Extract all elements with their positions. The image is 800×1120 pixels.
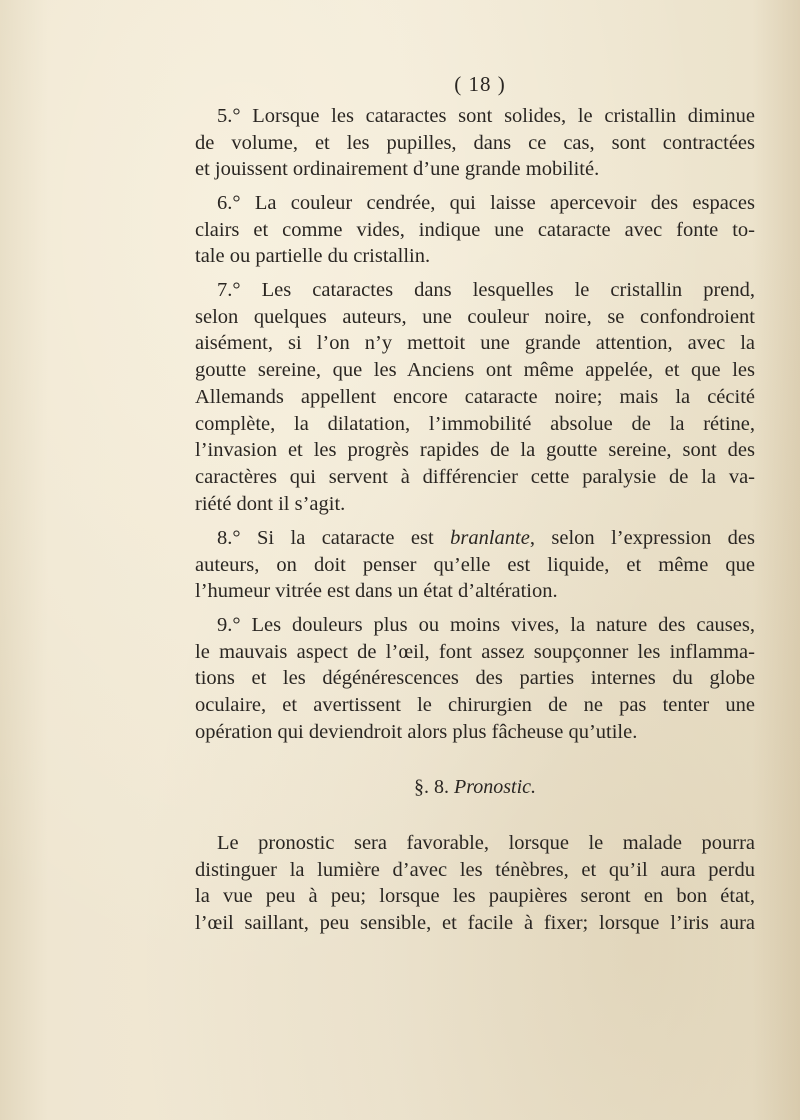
paragraph-pronostic	[195, 830, 755, 937]
text-line: l’humeur vitrée est dans un état d’altération.	[195, 580, 558, 603]
text-line: tale ou partielle du cristallin.	[195, 245, 431, 268]
text-line: Allemands appellent encore cataracte noire; mais la cécité	[195, 385, 755, 408]
text-line: riété dont il s’agit.	[195, 492, 346, 515]
paragraph-7	[195, 277, 755, 517]
paragraph-9	[195, 612, 755, 746]
section-number: §. 8.	[413, 776, 449, 798]
text-fragment: 8.° Si la cataracte est	[217, 527, 434, 549]
text-line: selon quelques auteurs, une couleur noire, se confondroient	[195, 305, 755, 328]
text-line: auteurs, on doit penser qu’elle est liquide, et même que	[195, 553, 755, 576]
text-line: distinguer la lumière d’avec les ténèbres, et qu’il aura perdu	[195, 858, 755, 881]
text-line: clairs et comme vides, indique une cataracte avec fonte to-	[195, 218, 755, 241]
text-fragment: , selon l’expression des	[529, 527, 756, 549]
text-line	[195, 525, 755, 552]
text-line: Le pronostic sera favorable, lorsque le malade pourra	[217, 832, 755, 854]
text-line: aisément, si l’on n’y mettoit une grande attention, avec la	[195, 332, 755, 355]
text-line: de volume, et les pupilles, dans ce cas, sont contractées	[195, 131, 755, 154]
text-line: oculaire, et avertissent le chirurgien de ne pas tenter une	[195, 694, 755, 717]
text-line: et jouissent ordinairement d’une grande mobilité.	[195, 158, 600, 181]
text-line: complète, la dilatation, l’immobilité absolue de la rétine,	[195, 412, 755, 435]
text-line: tions et les dégénérescences des parties internes du globe	[195, 667, 755, 690]
text-line: l’invasion et les progrès rapides de la goutte sereine, sont des	[195, 439, 755, 462]
page-number: ( 18 )	[454, 72, 506, 96]
text-line: opération qui deviendroit alors plus fâcheuse qu’utile.	[195, 720, 638, 743]
text-line: 9.° Les douleurs plus ou moins vives, la nature des causes,	[217, 614, 755, 636]
text-line: goutte sereine, que les Anciens ont même appelée, et que les	[195, 359, 755, 382]
paragraph-8	[195, 525, 755, 605]
text-line: 5.° Lorsque les cataractes sont solides, le cristallin diminue	[217, 105, 755, 127]
section-title: Pronostic.	[453, 776, 537, 798]
section-heading	[0, 776, 800, 799]
italic-term: branlante	[450, 527, 530, 549]
text-line: l’œil saillant, peu sensible, et facile à fixer; lorsque l’iris aura	[195, 912, 755, 935]
text-line: la vue peu à peu; lorsque les paupières seront en bon état,	[195, 885, 755, 908]
paragraph-5	[195, 103, 755, 183]
text-line: caractères qui servent à différencier cette paralysie de la va-	[195, 465, 755, 488]
text-line: 7.° Les cataractes dans lesquelles le cristallin prend,	[217, 279, 755, 301]
text-line: 6.° La couleur cendrée, qui laisse apercevoir des espaces	[217, 192, 755, 214]
text-line: le mauvais aspect de l’œil, font assez soupçonner les inflamma-	[195, 640, 755, 663]
paragraph-6	[195, 190, 755, 270]
